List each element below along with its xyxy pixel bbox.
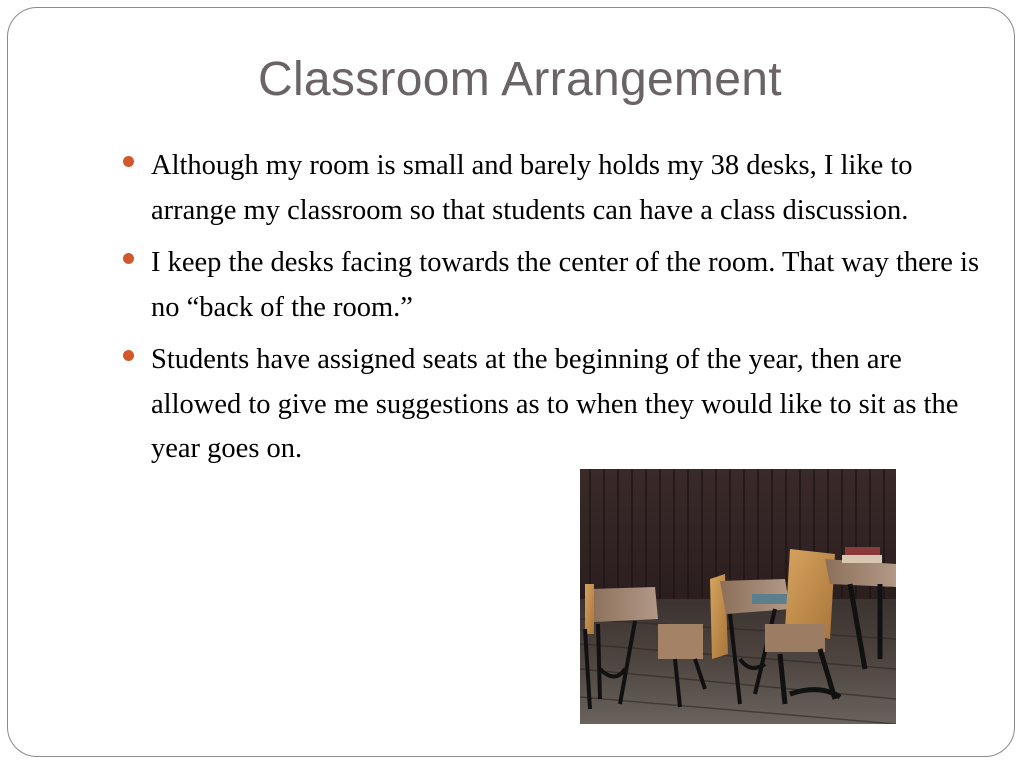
bullet-text: Students have assigned seats at the beginning of the year, then are allowed to give me suggestions as to when they would like to sit as the year goes on.	[151, 344, 959, 464]
bullet-dot-icon	[123, 253, 134, 264]
bullet-list	[151, 144, 981, 480]
bullet-text: Although my room is small and barely holds my 38 desks, I like to arrange my classroom so that students can have a class discussion.	[151, 150, 913, 226]
bullet-dot-icon	[123, 156, 134, 167]
bullet-item	[151, 338, 981, 472]
bullet-dot-icon	[123, 350, 134, 361]
bullet-item	[151, 144, 981, 233]
slide-title: Classroom Arrangement	[258, 53, 782, 106]
bullet-item	[151, 241, 981, 330]
classroom-desks-photo	[580, 469, 896, 724]
bullet-text: I keep the desks facing towards the center of the room. That way there is no “back of the room.”	[151, 247, 980, 323]
